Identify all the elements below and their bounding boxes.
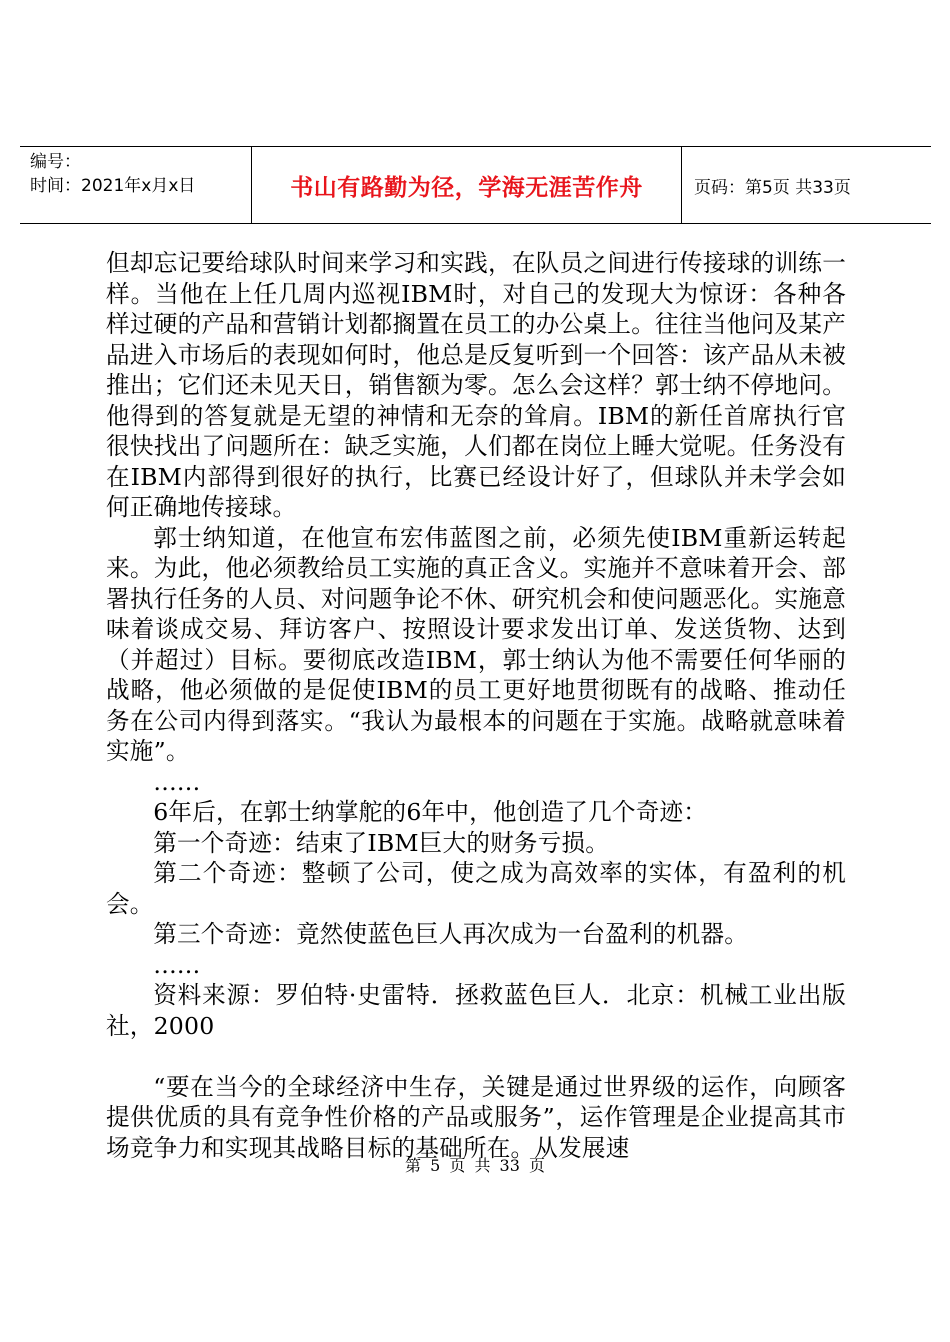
paragraph-3: 6年后，在郭士纳掌舵的6年中，他创造了几个奇迹： xyxy=(153,798,708,826)
paragraph-4: 第一个奇迹：结束了IBM巨大的财务亏损。 xyxy=(153,828,610,857)
paragraph-6: 第三个奇迹：竟然使蓝色巨人再次成为一台盈利的机器。 xyxy=(153,920,749,948)
date-label: 时间：2021年x月x日 xyxy=(30,176,196,196)
source-citation: 资料来源：罗伯特·史雷特．拯救蓝色巨人．北京：机械工业出版社，2000 xyxy=(106,981,846,1040)
header-page-cell xyxy=(682,147,931,223)
paragraph-8: “要在当今的全球经济中生存，关键是通过世界级的运作，向顾客提供优质的具有竞争性价格的产品或服务”，运作管理是企业提高其市场竞争力和实现其战略目标的基础所在。从发展速 xyxy=(106,1072,846,1162)
paragraph-1: 但却忘记要给球队时间来学习和实践，在队员之间进行传接球的训练一样。当他在上任几周内巡视IBM时，对自己的发现大为惊讶：各种各样过硬的产品和营销计划都搁置在员工的办公桌上。往往当他问及某产品进入市场后的表现如何时，他总是反复听到一个回答：该产品从未被推出；它们还未见天日，销售额为零。怎么会这样？郭士纳不停地问。他得到的答复就是无望的神情和无奈的耸肩。IBM的新任首席执行官很快找出了问题所在：缺乏实施，人们都在岗位上睡大觉呢。任务没有在IBM内部得到很好的执行，比赛已经设计好了，但球队并未学会如何正确地传接球。 xyxy=(106,249,846,521)
paragraph-5: 第二个奇迹：整顿了公司，使之成为高效率的实体，有盈利的机会。 xyxy=(106,859,846,918)
ellipsis-2: …… xyxy=(153,950,201,979)
paragraph-2: 郭士纳知道，在他宣布宏伟蓝图之前，必须先使IBM重新运转起来。为此，他必须教给员工实施的真正含义。实施并不意味着开会、部署执行任务的人员、对问题争论不休、研究机会和使问题恶化。实施意味着谈成交易、拜访客户、按照设计要求发出订单、发送货物、达到（并超过）目标。要彻底改造IBM，郭士纳认为他不需要任何华丽的战略，他必须做的是促使IBM的员工更好地贯彻既有的战略、推动任务在公司内得到落实。“我认为最根本的问题在于实施。战略就意味着实施”。 xyxy=(106,523,846,765)
document-body xyxy=(106,248,846,1163)
blank-line xyxy=(106,1041,846,1072)
ellipsis-1: …… xyxy=(153,767,201,796)
page-label: 页码：第5页 共33页 xyxy=(694,177,851,198)
header-table xyxy=(20,146,931,224)
header-motto-cell xyxy=(252,147,682,223)
number-label: 编号： xyxy=(30,152,81,172)
page-footer: 第 5 页 共 33 页 xyxy=(405,1156,545,1175)
header-meta-cell xyxy=(20,147,252,223)
motto-text: 书山有路勤为径，学海无涯苦作舟 xyxy=(290,174,643,201)
